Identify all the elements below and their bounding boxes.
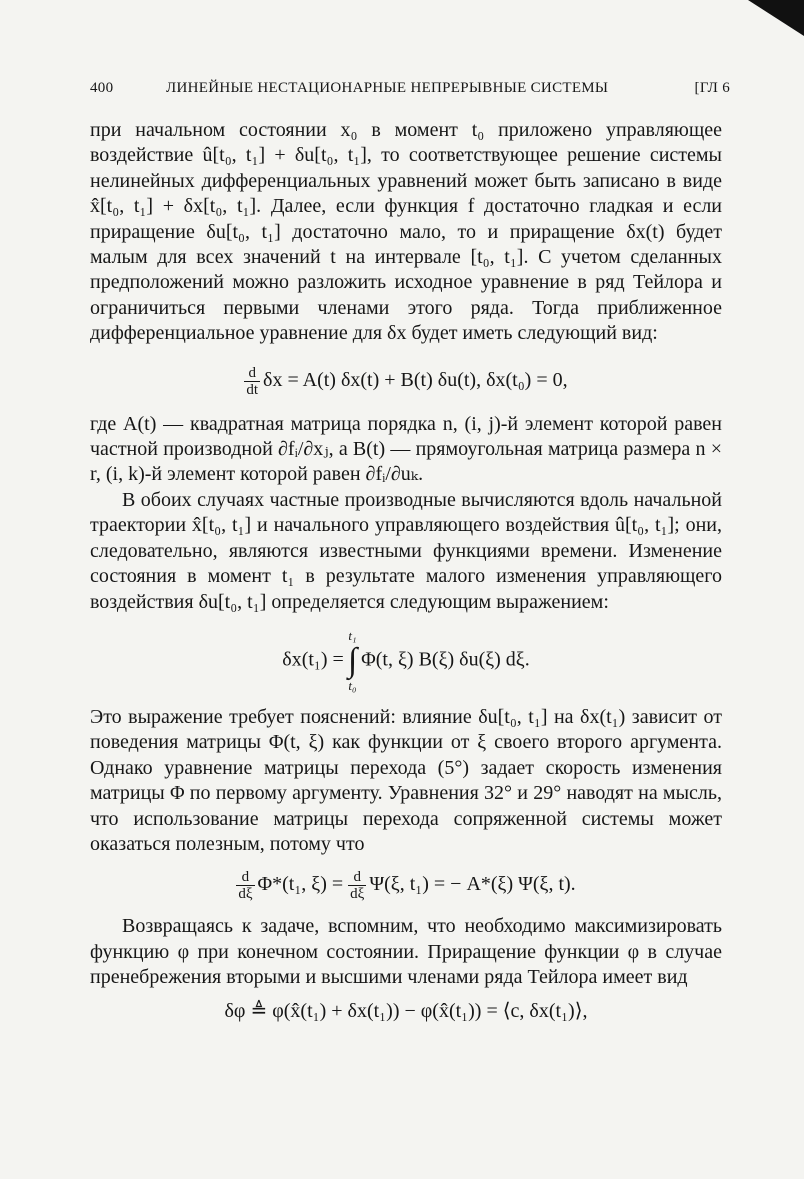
derivative-fraction: [236, 869, 254, 902]
derivative-fraction-2: [348, 869, 366, 902]
formula-part-1: Φ*(t₁, ξ) =: [257, 873, 344, 896]
fraction-numerator: d: [236, 869, 254, 886]
formula-linearized-equation: [90, 365, 722, 398]
integral-symbol: ∫: [347, 641, 358, 679]
derivative-fraction: [244, 365, 260, 398]
fraction-denominator: dξ: [238, 886, 253, 903]
fraction-numerator: d: [348, 869, 366, 886]
paragraph-5: Возвращаясь к задаче, вспомним, что необходимо максимизировать функцию φ при конечном состоянии. Приращение функции φ в случае пренебрежения вторыми и высшими членами ряда Тейлора имеет вид: [90, 915, 722, 989]
running-title: ЛИНЕЙНЫЕ НЕСТАЦИОНАРНЫЕ НЕПРЕРЫВНЫЕ СИСТЕМЫ: [166, 80, 609, 96]
paragraph-1: при начальном состоянии x₀ в момент t₀ приложено управляющее воздействие û[t₀, t₁] + δu[t₀, t₁], то соответствующее решение системы нелинейных дифференциальных уравнений может быть записано в виде x̂[t₀, t₁] + δx[t₀, t₁]. Далее, если функция f достаточно гладкая и если приращение δu[t₀, t₁] достаточно мало, то и приращение δx(t) будет малым для всех значений t на интервале [t₀, t₁]. С учетом сделанных предположений можно разложить исходное уравнение в ряд Тейлора и ограничиться первыми членами этого ряда. Тогда приближенное дифференциальное уравнение для δx будет иметь следующий вид:: [90, 119, 722, 345]
integral-lower-limit: t₀: [348, 677, 357, 693]
page-number: 400: [90, 80, 114, 96]
chapter-reference: [ГЛ 6: [694, 80, 730, 96]
paragraph-2: где A(t) — квадратная матрица порядка n, (i, j)-й элемент которой равен частной производной ∂fᵢ/∂xⱼ, а B(t) — прямоугольная матрица размера n × r, (i, k)-й элемент которой равен ∂fᵢ/∂uₖ.: [90, 412, 722, 486]
page-corner-mark: [748, 0, 804, 36]
integral-upper-limit: t₁: [348, 627, 357, 643]
formula-lhs: δx(t₁) =: [282, 648, 344, 671]
fraction-denominator: dξ: [350, 886, 365, 903]
page-header: [90, 80, 730, 100]
paragraph-4: Это выражение требует пояснений: влияние δu[t₀, t₁] на δx(t₁) зависит от поведения матрицы Φ(t, ξ) как функции от ξ своего второго аргумента. Однако уравнение матрицы перехода (5°) задает скорость изменения матрицы Φ по первому аргументу. Уравнения 32° и 29° наводят на мысль, что использование матрицы перехода сопряженной системы может оказаться полезным, потому что: [90, 705, 722, 855]
fraction-denominator: dt: [246, 381, 259, 398]
formula-body: δφ ≜ φ(x̂(t₁) + δx(t₁)) − φ(x̂(t₁)) = ⟨c, δx(t₁)⟩,: [224, 999, 588, 1022]
formula-body: Φ(t, ξ) B(ξ) δu(ξ) dξ.: [361, 648, 530, 671]
formula-state-increment: [90, 629, 722, 693]
formula-part-2: Ψ(ξ, t₁) = − A*(ξ) Ψ(ξ, t).: [369, 873, 576, 896]
formula-body: δx = A(t) δx(t) + B(t) δu(t), δx(t₀) = 0,: [263, 368, 568, 391]
formula-cost-increment: [90, 999, 722, 1024]
fraction-numerator: d: [244, 365, 260, 382]
paragraph-3: В обоих случаях частные производные вычисляются вдоль начальной траектории x̂[t₀, t₁] и начального управляющего воздействия û[t₀, t₁]; они, следовательно, являются известными функциями времени. Изменение состояния в момент t₁ в результате малого изменения управляющего воздействия δu[t₀, t₁] определяется следующим выражением:: [90, 488, 722, 613]
integral-sign: [348, 629, 357, 693]
formula-adjoint-transition: [90, 869, 722, 902]
page-body: [90, 118, 722, 1024]
